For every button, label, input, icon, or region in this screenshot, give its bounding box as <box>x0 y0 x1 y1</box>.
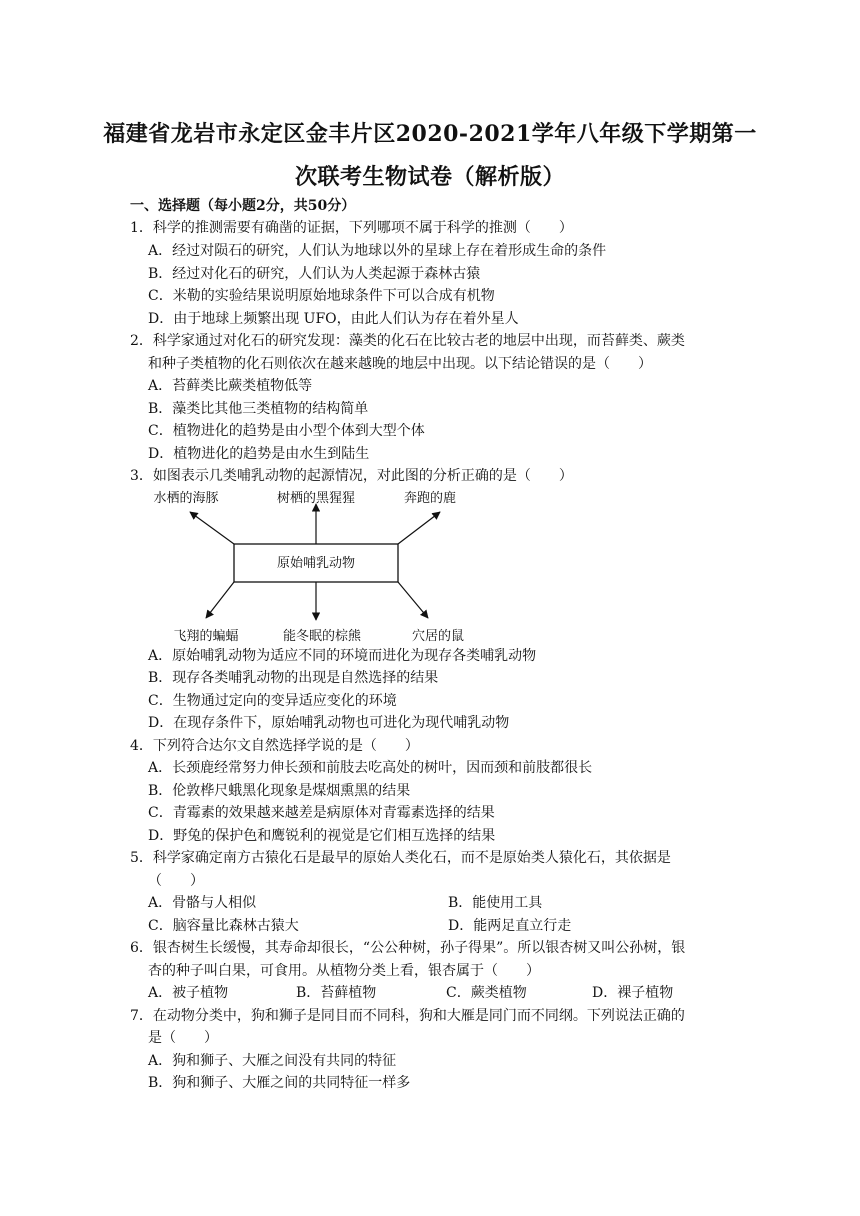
diagram-label-chimpanzee: 树栖的黑猩猩 <box>276 491 356 506</box>
question-2-option-c: C．植物进化的趋势是由小型个体到大型个体 <box>148 423 425 439</box>
diagram-label-dolphin: 水栖的海豚 <box>153 491 219 506</box>
question-1-stem: 1．科学的推测需要有确凿的证据，下列哪项不属于科学的推测（ ） <box>130 220 573 236</box>
page-title-line-2: 次联考生物试卷（解析版） <box>294 164 565 190</box>
diagram-center-label: 原始哺乳动物 <box>276 556 356 571</box>
question-2-stem-line-1: 2．科学家通过对化石的研究发现：藻类的化石在比较古老的地层中出现，而苔藓类、蕨类 <box>130 333 685 349</box>
question-3-option-a: A．原始哺乳动物为适应不同的环境而进化为现存各类哺乳动物 <box>148 648 537 664</box>
question-7-stem-line-2: 是（ ） <box>148 1030 218 1046</box>
page-title-line-1: 福建省龙岩市永定区金丰片区2020-2021学年八年级下学期第一 <box>103 121 757 147</box>
diagram-label-bat: 飞翔的蝙蝠 <box>173 629 239 644</box>
question-6-stem-line-1: 6．银杏树生长缓慢，其寿命却很长，“公公种树，孙子得果”。所以银杏树又叫公孙树，银 <box>130 940 686 956</box>
question-1-option-a: A．经过对陨石的研究，人们认为地球以外的星球上存在着形成生命的条件 <box>148 243 607 259</box>
question-2-option-d: D．植物进化的趋势是由水生到陆生 <box>148 446 370 462</box>
question-5-option-b: B．能使用工具 <box>448 895 543 911</box>
question-3-stem: 3．如图表示几类哺乳动物的起源情况，对此图的分析正确的是（ ） <box>130 468 573 484</box>
question-5-stem-line-2: （ ） <box>148 873 204 889</box>
question-7-stem-line-1: 7．在动物分类中，狗和狮子是同目而不同科，狗和大雁是同门而不同纲。下列说法正确的 <box>130 1008 685 1024</box>
question-5-option-d: D．能两足直立行走 <box>448 918 572 934</box>
question-6-option-b: B．苔藓植物 <box>296 985 377 1001</box>
question-6-option-a: A．被子植物 <box>148 985 229 1001</box>
question-6-option-c: C．蕨类植物 <box>446 985 527 1001</box>
question-2-stem-line-2: 和种子类植物的化石则依次在越来越晚的地层中出现。以下结论错误的是（ ） <box>148 356 652 372</box>
question-1-option-b: B．经过对化石的研究，人们认为人类起源于森林古猿 <box>148 266 481 282</box>
question-3-option-c: C．生物通过定向的变异适应变化的环境 <box>148 693 397 709</box>
question-3-option-b: B．现存各类哺乳动物的出现是自然选择的结果 <box>148 670 439 686</box>
arrow-to-deer <box>398 512 440 544</box>
question-5-stem-line-1: 5．科学家确定南方古猿化石是最早的原始人类化石，而不是原始类人猿化石，其依据是 <box>130 850 671 866</box>
question-2-option-a: A．苔藓类比蕨类植物低等 <box>148 378 313 394</box>
question-3-option-d: D．在现存条件下，原始哺乳动物也可进化为现代哺乳动物 <box>148 715 510 731</box>
question-4-stem: 4．下列符合达尔文自然选择学说的是（ ） <box>130 738 419 754</box>
section-heading: 一、选择题（每小题2分，共50分） <box>130 198 356 214</box>
arrow-to-bat <box>206 582 234 618</box>
question-1-option-c: C．米勒的实验结果说明原始地球条件下可以合成有机物 <box>148 288 495 304</box>
diagram-label-deer: 奔跑的鹿 <box>403 491 457 506</box>
arrow-to-mouse <box>398 582 428 618</box>
question-7-option-a: A．狗和狮子、大雁之间没有共同的特征 <box>148 1053 397 1069</box>
question-7-option-b: B．狗和狮子、大雁之间的共同特征一样多 <box>148 1075 411 1091</box>
question-6-option-d: D．裸子植物 <box>592 985 674 1001</box>
question-1-option-d: D．由于地球上频繁出现 UFO，由此人们认为存在着外星人 <box>148 311 519 327</box>
question-2-option-b: B．藻类比其他三类植物的结构简单 <box>148 401 369 417</box>
question-4-option-c: C．青霉素的效果越来越差是病原体对青霉素选择的结果 <box>148 805 495 821</box>
question-4-option-d: D．野兔的保护色和鹰锐利的视觉是它们相互选择的结果 <box>148 828 496 844</box>
question-4-option-a: A．长颈鹿经常努力伸长颈和前肢去吃高处的树叶，因而颈和前肢都很长 <box>148 760 593 776</box>
diagram-label-bear: 能冬眠的棕熊 <box>282 629 362 644</box>
question-5-option-a: A．骨骼与人相似 <box>148 895 257 911</box>
diagram-label-mouse: 穴居的鼠 <box>411 629 465 644</box>
question-6-stem-line-2: 杏的种子叫白果，可食用。从植物分类上看，银杏属于（ ） <box>148 963 540 979</box>
question-5-option-c: C．脑容量比森林古猿大 <box>148 918 299 934</box>
question-4-option-b: B．伦敦桦尺蛾黑化现象是煤烟熏黑的结果 <box>148 783 411 799</box>
arrow-to-dolphin <box>190 512 234 544</box>
mammal-origin-diagram <box>140 488 480 646</box>
